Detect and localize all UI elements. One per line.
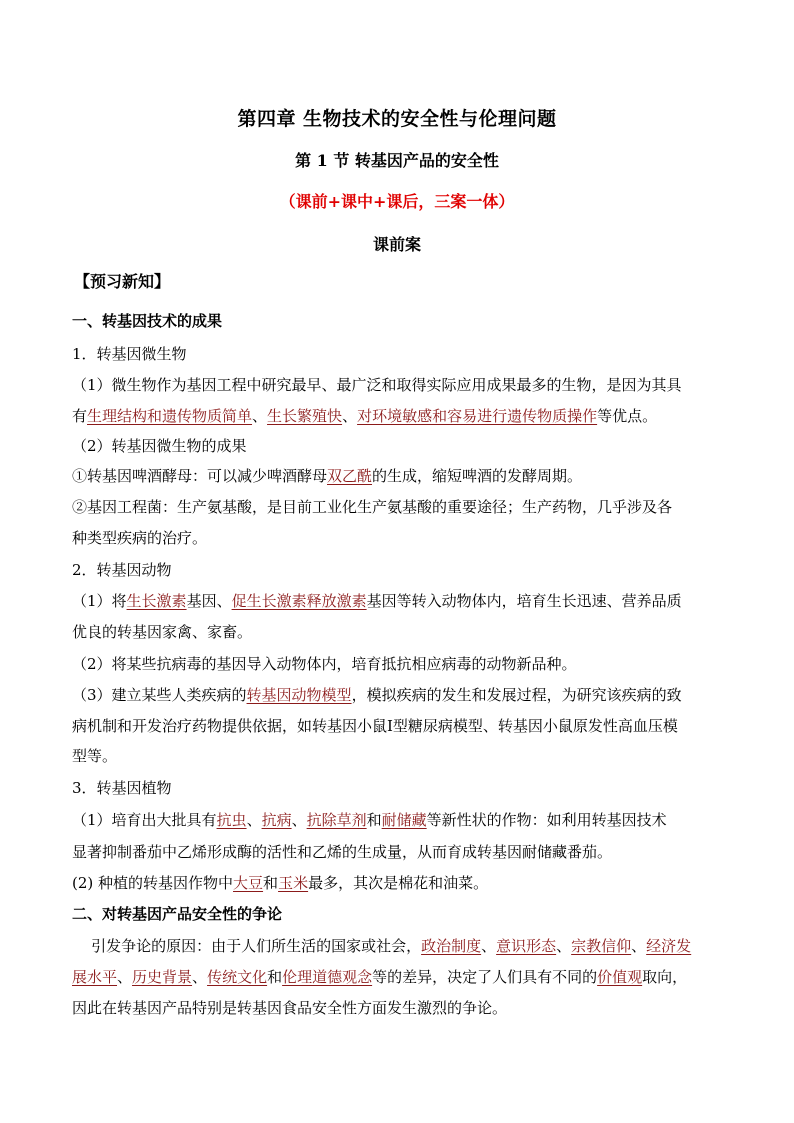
- answer-blank: 耐储藏: [381, 811, 427, 829]
- answer-blank: 生理结构和遗传物质简单: [87, 407, 253, 425]
- section-label: 【预习新知】: [74, 272, 171, 291]
- paragraph-line: （2）转基因微生物的成果: [72, 437, 247, 455]
- paragraph-line: 引发争论的原因：由于人们所生活的国家或社会，政治制度、意识形态、宗教信仰、经济发: [72, 937, 692, 955]
- paragraph-line: （1）将生长激素基因、促生长激素释放激素基因等转入动物体内，培育生长迅速、营养品质: [72, 592, 682, 610]
- answer-blank: 生长繁殖快: [267, 407, 343, 425]
- paragraph-line: 显著抑制番茄中乙烯形成酶的活性和乙烯的生成量，从而育成转基因耐储藏番茄。: [72, 843, 613, 861]
- case-title: 课前案: [372, 235, 421, 254]
- subheading-microbes: 1．转基因微生物: [72, 345, 187, 363]
- answer-blank: 宗教信仰: [571, 937, 632, 955]
- paragraph-line: 病机制和开发治疗药物提供依据，如转基因小鼠Ⅰ型糖尿病模型、转基因小鼠原发性高血压模: [72, 717, 678, 735]
- answer-blank: 展水平: [72, 968, 118, 986]
- paragraph-line: 型等。: [72, 747, 118, 765]
- paragraph-line: 展水平、历史背景、传统文化和伦理道德观念等的差异，决定了人们具有不同的价值观取向，: [72, 968, 688, 986]
- answer-blank: 经济发: [646, 937, 692, 955]
- answer-blank: 抗除草剂: [306, 811, 367, 829]
- answer-blank: 玉米: [278, 874, 309, 892]
- answer-blank: 转基因动物模型: [246, 686, 352, 704]
- heading-1: 一、转基因技术的成果: [72, 312, 223, 330]
- answer-blank: 大豆: [233, 874, 264, 892]
- paragraph-line: ①转基因啤酒酵母：可以减少啤酒酵母双乙酰的生成，缩短啤酒的发酵周期。: [72, 467, 583, 485]
- answer-blank: 双乙酰: [327, 467, 373, 485]
- subheading-animals: 2．转基因动物: [72, 561, 172, 579]
- section-title: 第 1 节 转基因产品的安全性: [295, 151, 499, 170]
- paragraph-line: （1）培育出大批具有抗虫、抗病、抗除草剂和耐储藏等新性状的作物：如利用转基因技术: [72, 811, 667, 829]
- answer-blank: 抗病: [261, 811, 292, 829]
- paragraph-line: (2) 种植的转基因作物中大豆和玉米最多，其次是棉花和油菜。: [72, 874, 489, 892]
- paragraph-line: （3）建立某些人类疾病的转基因动物模型，模拟疾病的发生和发展过程，为研究该疾病的致: [72, 686, 682, 704]
- chapter-title: 第四章 生物技术的安全性与伦理问题: [237, 108, 557, 130]
- answer-blank: 对环境敏感和容易进行遗传物质操作: [357, 407, 598, 425]
- answer-blank: 生长激素: [126, 592, 187, 610]
- answer-blank: 促生长激素释放激素: [231, 592, 367, 610]
- paragraph-line: （2）将某些抗病毒的基因导入动物体内，培育抵抗相应病毒的动物新品种。: [72, 655, 577, 673]
- answer-blank: 意识形态: [496, 937, 557, 955]
- paragraph-line: 种类型疾病的治疗。: [72, 529, 208, 547]
- answer-blank: 政治制度: [421, 937, 482, 955]
- answer-blank: 抗虫: [216, 811, 247, 829]
- answer-blank: 历史背景: [132, 968, 193, 986]
- paragraph-line: 优良的转基因家禽、家畜。: [72, 623, 253, 641]
- paragraph-line: 因此在转基因产品特别是转基因食品安全性方面发生激烈的争论。: [72, 999, 508, 1017]
- paragraph-line: 有生理结构和遗传物质简单、生长繁殖快、对环境敏感和容易进行遗传物质操作等优点。: [72, 407, 658, 425]
- answer-blank: 传统文化: [207, 968, 268, 986]
- paragraph-line: ②基因工程菌：生产氨基酸，是目前工业化生产氨基酸的重要途径；生产药物，几乎涉及各: [72, 498, 673, 516]
- answer-blank: 价值观: [597, 968, 643, 986]
- heading-2: 二、对转基因产品安全性的争论: [72, 905, 283, 923]
- answer-blank: 伦理道德观念: [282, 968, 373, 986]
- tagline: （课前+课中+课后，三案一体）: [279, 192, 515, 211]
- paragraph-line: （1）微生物作为基因工程中研究最早、最广泛和取得实际应用成果最多的生物，是因为其具: [72, 376, 682, 394]
- subheading-plants: 3．转基因植物: [72, 779, 172, 797]
